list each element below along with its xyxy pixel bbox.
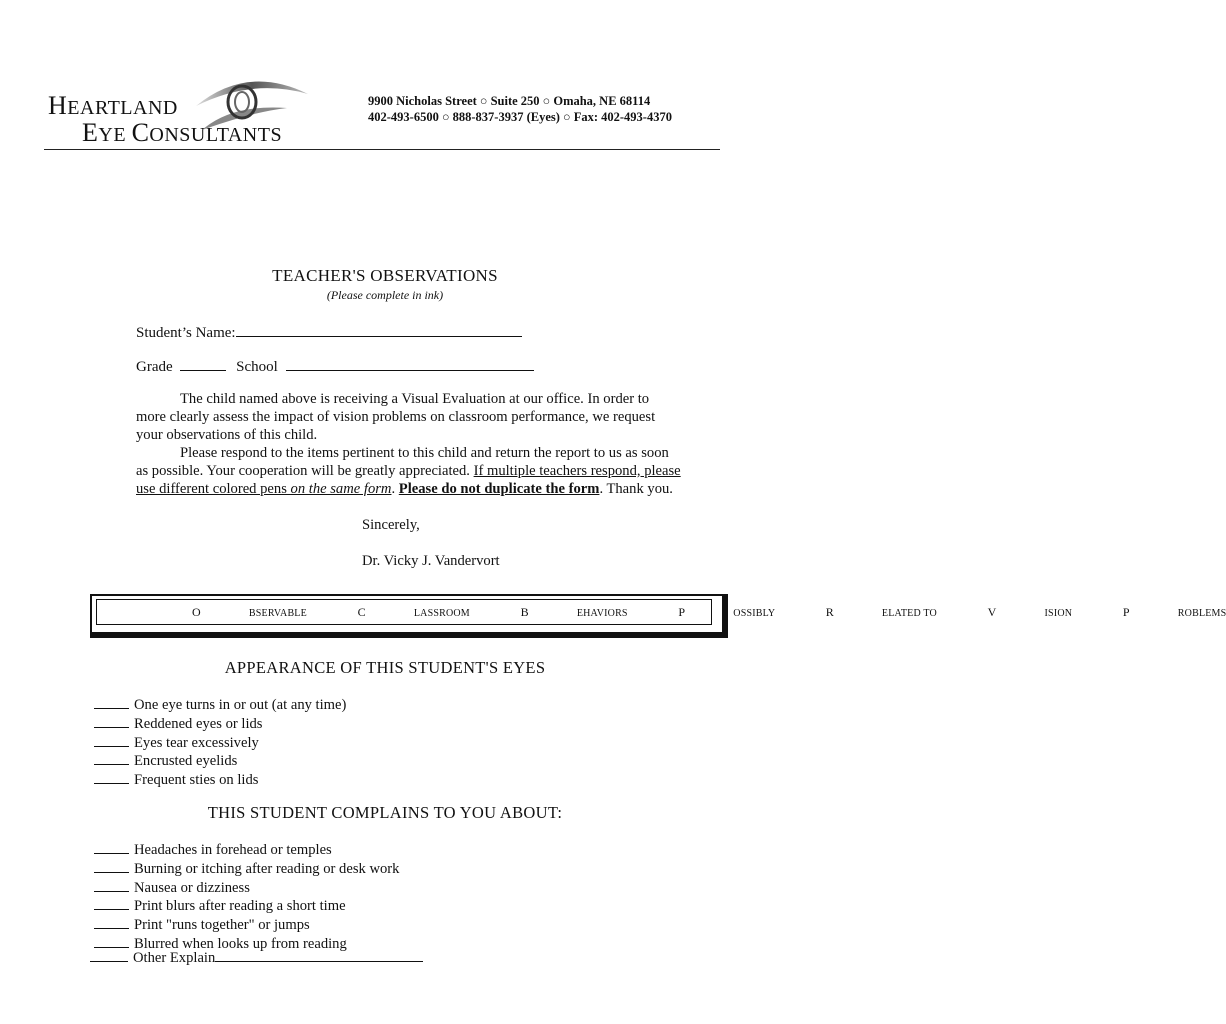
appearance-checklist bbox=[94, 696, 346, 790]
form-title: TEACHER'S OBSERVATIONS bbox=[272, 266, 498, 285]
list-item: Burning or itching after reading or desk work bbox=[94, 860, 399, 879]
student-name-row bbox=[136, 322, 522, 342]
letter-paragraph-1: The child named above is receiving a Visual Evaluation at our office. In order to more clearly assess the impact of vision problems on classroom performance, we request your observations of this child. bbox=[136, 391, 656, 443]
closing: Sincerely, bbox=[362, 517, 420, 533]
address-line: 9900 Nicholas Street ○ Suite 250 ○ Omaha, NE 68114 bbox=[368, 94, 651, 108]
other-explain-field[interactable] bbox=[215, 949, 423, 962]
logo-heartland: HEARTLAND bbox=[48, 91, 178, 120]
list-item: Encrusted eyelids bbox=[94, 752, 346, 771]
check-blank[interactable] bbox=[94, 935, 129, 948]
list-item: Print blurs after reading a short time bbox=[94, 897, 399, 916]
check-blank[interactable] bbox=[94, 752, 129, 765]
list-item: Reddened eyes or lids bbox=[94, 715, 346, 734]
school-field[interactable] bbox=[286, 356, 534, 371]
check-blank[interactable] bbox=[94, 841, 129, 854]
check-blank[interactable] bbox=[94, 916, 129, 929]
student-name-label: Student’s Name: bbox=[136, 325, 236, 341]
list-item: Eyes tear excessively bbox=[94, 734, 346, 753]
check-blank[interactable] bbox=[94, 879, 129, 892]
list-item: Nausea or dizziness bbox=[94, 879, 399, 898]
school-label: School bbox=[236, 359, 278, 375]
other-explain-label: Other Explain bbox=[133, 950, 216, 966]
section-complaints-title: THIS STUDENT COMPLAINS TO YOU ABOUT: bbox=[207, 803, 563, 822]
section-appearance-title: APPEARANCE OF THIS STUDENT'S EYES bbox=[224, 658, 546, 677]
check-blank[interactable] bbox=[90, 949, 128, 962]
form-subtitle: (Please complete in ink) bbox=[326, 288, 444, 302]
eye-logo-icon bbox=[192, 68, 312, 138]
check-blank[interactable] bbox=[94, 897, 129, 910]
grade-school-row bbox=[136, 356, 534, 376]
logo-eye-consultants: EYE CONSULTANTS bbox=[82, 118, 283, 147]
list-item: One eye turns in or out (at any time) bbox=[94, 696, 346, 715]
signature-name: Dr. Vicky J. Vandervort bbox=[362, 553, 500, 569]
letter-body bbox=[136, 390, 682, 498]
phone-line: 402-493-6500 ○ 888-837-3937 (Eyes) ○ Fax: 402-493-4370 bbox=[368, 110, 672, 124]
list-item: Print "runs together" or jumps bbox=[94, 916, 399, 935]
list-item: Blurred when looks up from reading bbox=[94, 935, 399, 954]
student-name-field[interactable] bbox=[236, 322, 522, 337]
list-item: Headaches in forehead or temples bbox=[94, 841, 399, 860]
banner-heading: O BSERVABLE C LASSROOM B EHAVIORS P OSSIBLY R ELATED TO V ISION P ROBLEMS bbox=[192, 605, 1226, 619]
complaints-checklist bbox=[94, 841, 399, 954]
letter-paragraph-2: Please respond to the items pertinent to this child and return the report to us as soon as possible. Your cooperation will be greatly appreciated. If multiple teachers respond, please use different colored pens on the same form. Please do not duplicate the form. Thank you. bbox=[136, 445, 681, 497]
other-explain-row bbox=[90, 949, 423, 967]
check-blank[interactable] bbox=[94, 771, 129, 784]
check-blank[interactable] bbox=[94, 734, 129, 747]
grade-label: Grade bbox=[136, 359, 173, 375]
header-divider bbox=[44, 149, 720, 150]
grade-field[interactable] bbox=[180, 356, 226, 371]
check-blank[interactable] bbox=[94, 860, 129, 873]
list-item: Frequent sties on lids bbox=[94, 771, 346, 790]
check-blank[interactable] bbox=[94, 715, 129, 728]
check-blank[interactable] bbox=[94, 696, 129, 709]
